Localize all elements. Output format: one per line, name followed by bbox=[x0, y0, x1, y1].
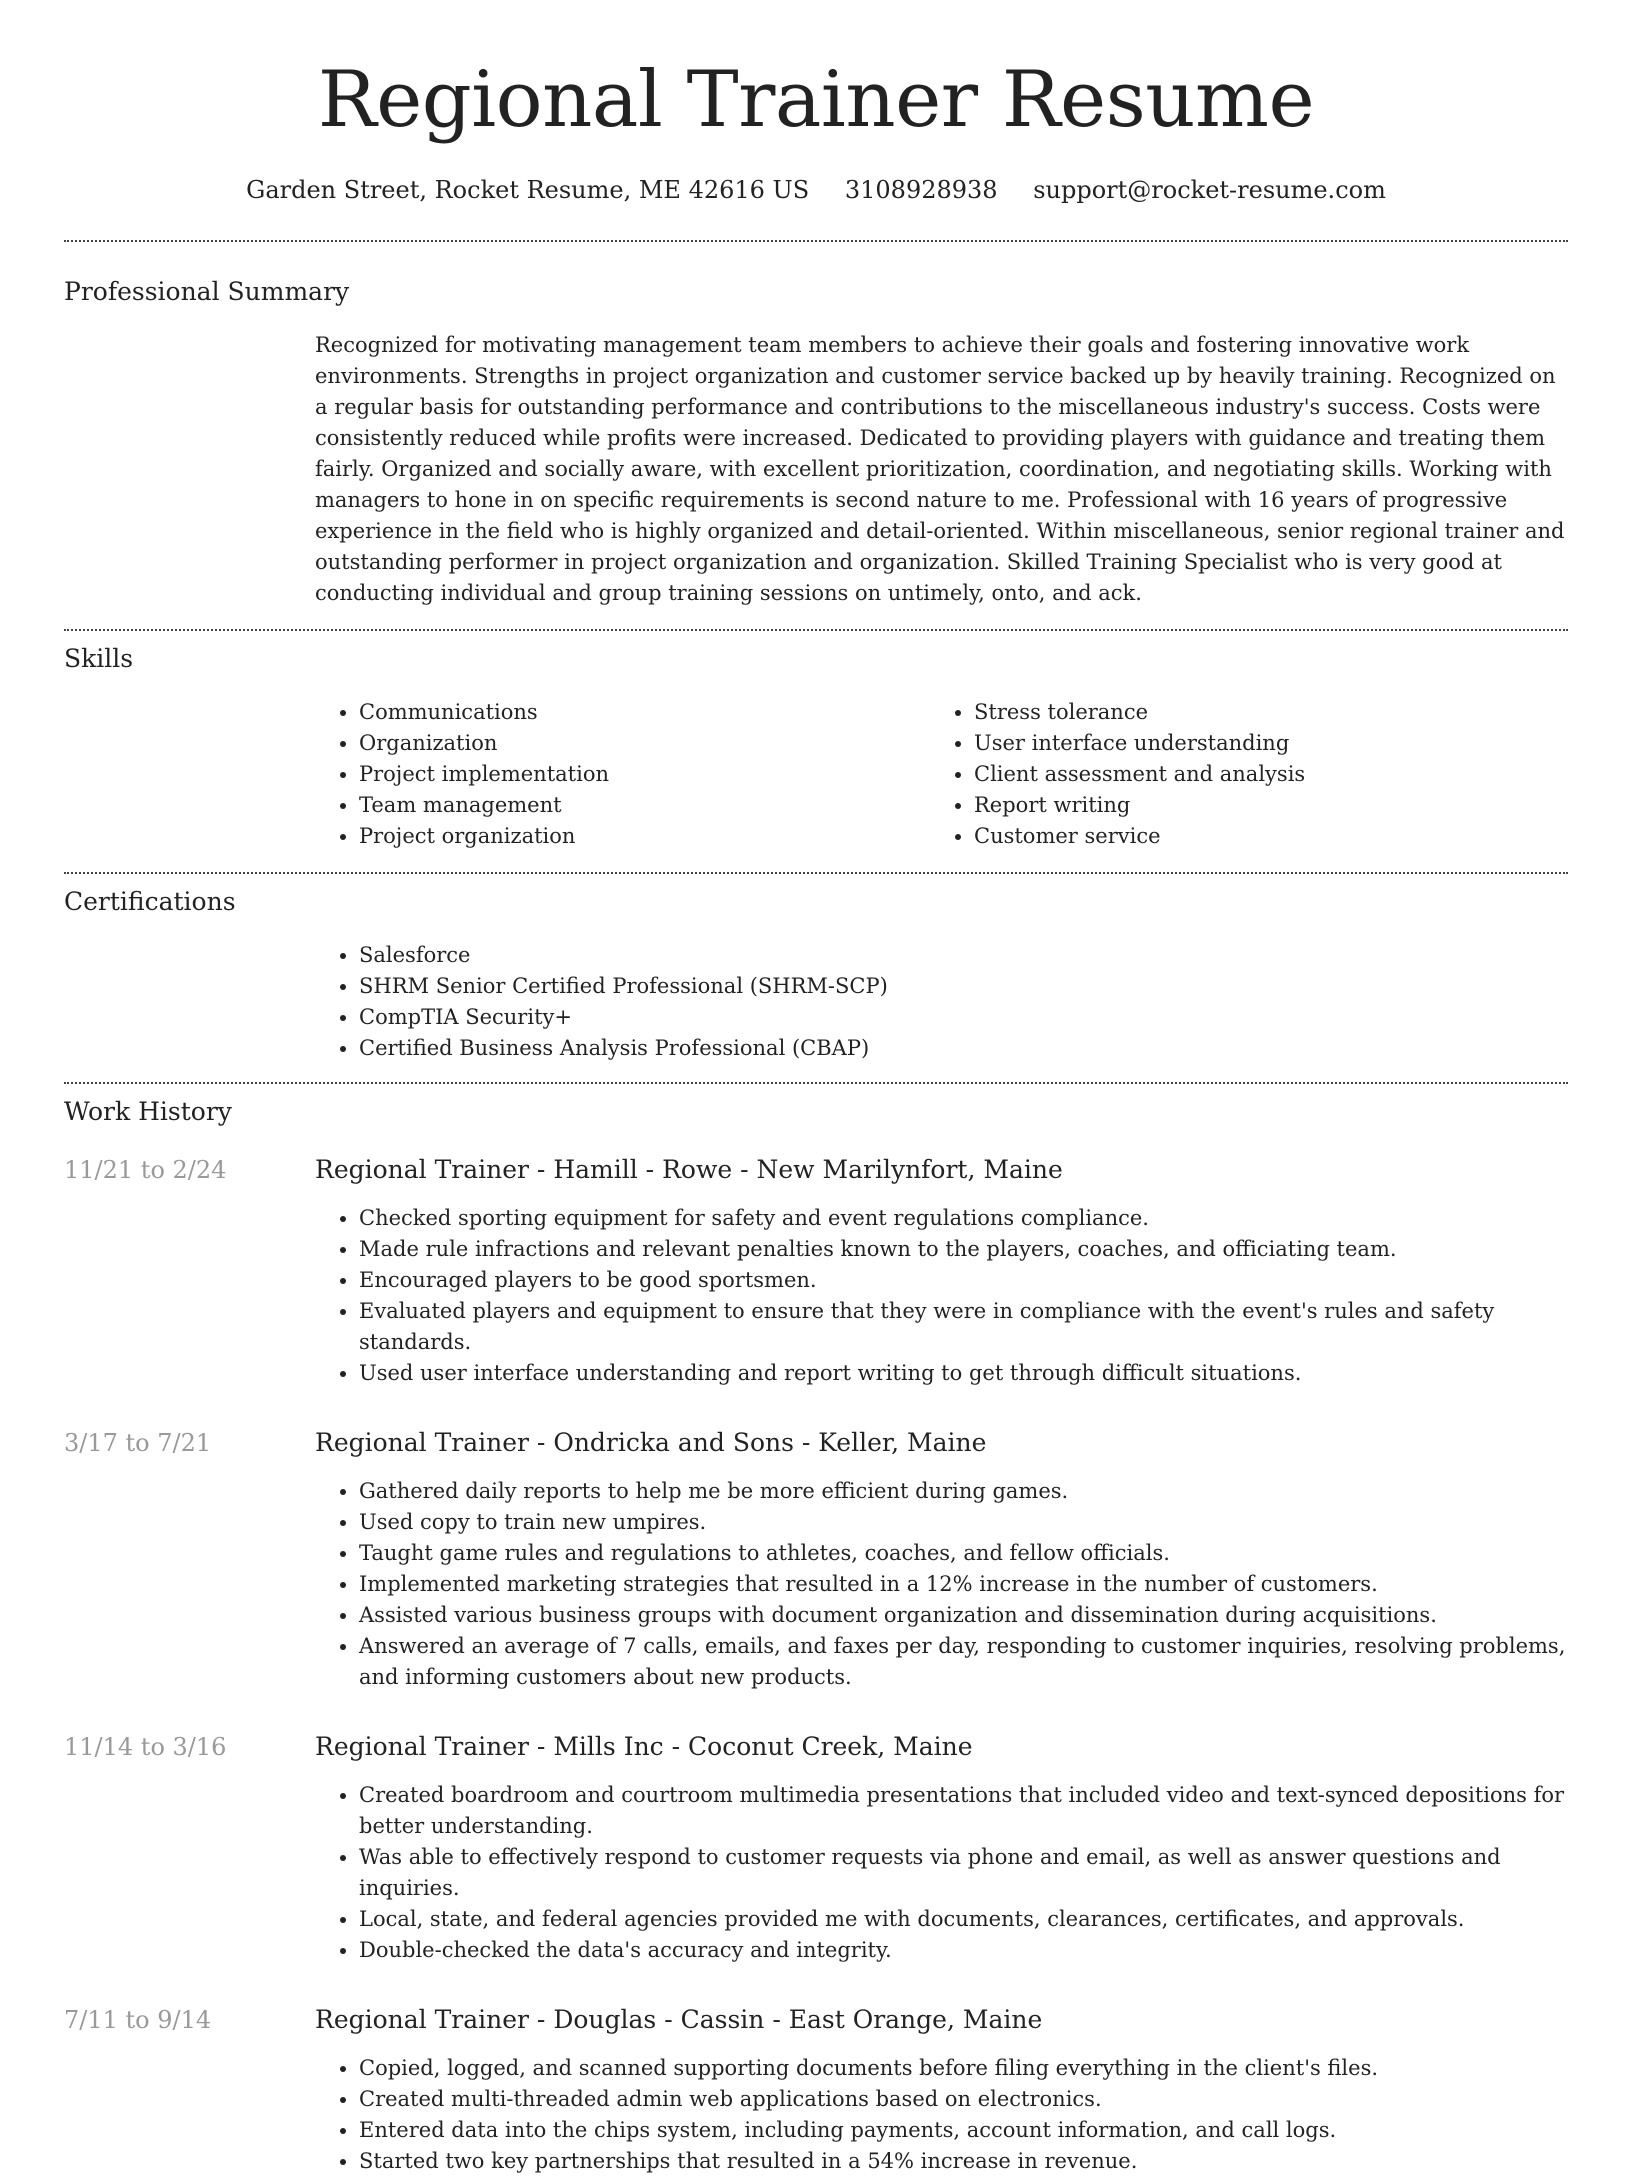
job-bullet: • Assisted various business groups with document organization and dissemination during acquisitions. bbox=[359, 1600, 1568, 1631]
job-bullet: • Local, state, and federal agencies provided me with documents, clearances, certificates, and approvals. bbox=[359, 1904, 1568, 1935]
job-bullet: • Evaluated players and equipment to ensure that they were in compliance with the event's rules and safety standards. bbox=[359, 1296, 1568, 1358]
job-dates: 7/11 to 9/14 bbox=[64, 2006, 212, 2034]
summary-text: Recognized for motivating management team members to achieve their goals and fostering innovative work environments. Strengths in project organization and customer service backed up by heavily training. Recognized on a regular basis for outstanding performance and contributions to the miscellaneous industry's success. Costs were consistently reduced while profits were increased. Dedicated to providing players with guidance and treating them fairly. Organized and socially aware, with excellent prioritization, coordination, and negotiating skills. Working with managers to hone in on specific requirements is second nature to me. Professional with 16 years of progressive experience in the field who is highly organized and detail-oriented. Within miscellaneous, senior regional trainer and outstanding performer in project organization and organization. Skilled Training Specialist who is very good at conducting individual and group training sessions on untimely, onto, and ack. bbox=[315, 333, 1565, 605]
job-title: Regional Trainer - Ondricka and Sons - Keller, Maine bbox=[315, 1428, 987, 1457]
skills-section bbox=[64, 643, 1568, 852]
skill-item: • Communications bbox=[359, 697, 930, 728]
job-bullet: • Entered data into the chips system, including payments, account information, and call logs. bbox=[359, 2115, 1568, 2146]
skill-item: • Client assessment and analysis bbox=[974, 759, 1568, 790]
job-bullet: • Taught game rules and regulations to athletes, coaches, and fellow officials. bbox=[359, 1538, 1568, 1569]
job-dates: 3/17 to 7/21 bbox=[64, 1429, 212, 1457]
contact-phone: 3108928938 bbox=[844, 176, 998, 204]
job-title: Regional Trainer - Douglas - Cassin - East Orange, Maine bbox=[315, 2005, 1043, 2034]
certifications-list bbox=[315, 940, 1568, 1064]
skill-item: • Report writing bbox=[974, 790, 1568, 821]
job-bullets bbox=[315, 1203, 1568, 1389]
certification-item: • Salesforce bbox=[359, 940, 1568, 971]
job-bullet: • Was able to effectively respond to customer requests via phone and email, as well as answer questions and inquiries. bbox=[359, 1842, 1568, 1904]
certification-item: • Certified Business Analysis Professional (CBAP) bbox=[359, 1033, 1568, 1064]
skill-item: • User interface understanding bbox=[974, 728, 1568, 759]
job-bullets bbox=[315, 1780, 1568, 1966]
contact-email: support@rocket-resume.com bbox=[1033, 176, 1386, 204]
contact-line bbox=[64, 174, 1568, 206]
job-bullet: • Implemented marketing strategies that resulted in a 12% increase in the number of customers. bbox=[359, 1569, 1568, 1600]
summary-heading: Professional Summary bbox=[64, 277, 350, 306]
contact-address: Garden Street, Rocket Resume, ME 42616 US bbox=[246, 176, 810, 204]
work-history-heading: Work History bbox=[64, 1097, 232, 1126]
skill-item: • Stress tolerance bbox=[974, 697, 1568, 728]
skill-item: • Organization bbox=[359, 728, 930, 759]
job-bullet: • Checked sporting equipment for safety and event regulations compliance. bbox=[359, 1203, 1568, 1234]
job-entry bbox=[64, 2004, 1568, 2177]
job-bullets bbox=[315, 2053, 1568, 2177]
job-dates: 11/14 to 3/16 bbox=[64, 1733, 227, 1761]
job-entry bbox=[64, 1731, 1568, 1966]
skills-list-left bbox=[315, 697, 930, 852]
job-entry bbox=[64, 1427, 1568, 1693]
job-bullet: • Copied, logged, and scanned supporting documents before filing everything in the client's files. bbox=[359, 2053, 1568, 2084]
job-bullet: • Encouraged players to be good sportsmen. bbox=[359, 1265, 1568, 1296]
certification-item: • SHRM Senior Certified Professional (SHRM-SCP) bbox=[359, 971, 1568, 1002]
certifications-section bbox=[64, 886, 1568, 1064]
divider bbox=[64, 240, 1568, 242]
job-bullet: • Used copy to train new umpires. bbox=[359, 1507, 1568, 1538]
certification-item: • CompTIA Security+ bbox=[359, 1002, 1568, 1033]
divider bbox=[64, 872, 1568, 874]
job-bullet: • Created multi-threaded admin web applications based on electronics. bbox=[359, 2084, 1568, 2115]
job-entry bbox=[64, 1154, 1568, 1389]
job-bullet: • Made rule infractions and relevant penalties known to the players, coaches, and officiating team. bbox=[359, 1234, 1568, 1265]
job-bullets bbox=[315, 1476, 1568, 1693]
work-history-section bbox=[64, 1096, 1568, 2177]
job-bullet: • Used user interface understanding and report writing to get through difficult situations. bbox=[359, 1358, 1568, 1389]
summary-section bbox=[64, 276, 1568, 609]
job-bullet: • Started two key partnerships that resulted in a 54% increase in revenue. bbox=[359, 2146, 1568, 2177]
skill-item: • Team management bbox=[359, 790, 930, 821]
job-title: Regional Trainer - Hamill - Rowe - New Marilynfort, Maine bbox=[315, 1155, 1063, 1184]
skills-list-right bbox=[930, 697, 1568, 852]
certifications-heading: Certifications bbox=[64, 887, 236, 916]
skills-heading: Skills bbox=[64, 644, 134, 673]
job-bullet: • Created boardroom and courtroom multimedia presentations that included video and text-synced depositions for better understanding. bbox=[359, 1780, 1568, 1842]
job-bullet: • Answered an average of 7 calls, emails, and faxes per day, responding to customer inquiries, resolving problems, and informing customers about new products. bbox=[359, 1631, 1568, 1693]
skill-item: • Customer service bbox=[974, 821, 1568, 852]
divider bbox=[64, 1082, 1568, 1084]
resume-title: Regional Trainer Resume bbox=[317, 55, 1315, 145]
job-dates: 11/21 to 2/24 bbox=[64, 1156, 227, 1184]
skill-item: • Project organization bbox=[359, 821, 930, 852]
job-bullet: • Double-checked the data's accuracy and integrity. bbox=[359, 1935, 1568, 1966]
job-bullet: • Gathered daily reports to help me be more efficient during games. bbox=[359, 1476, 1568, 1507]
skill-item: • Project implementation bbox=[359, 759, 930, 790]
job-title: Regional Trainer - Mills Inc - Coconut Creek, Maine bbox=[315, 1732, 973, 1761]
divider bbox=[64, 629, 1568, 631]
